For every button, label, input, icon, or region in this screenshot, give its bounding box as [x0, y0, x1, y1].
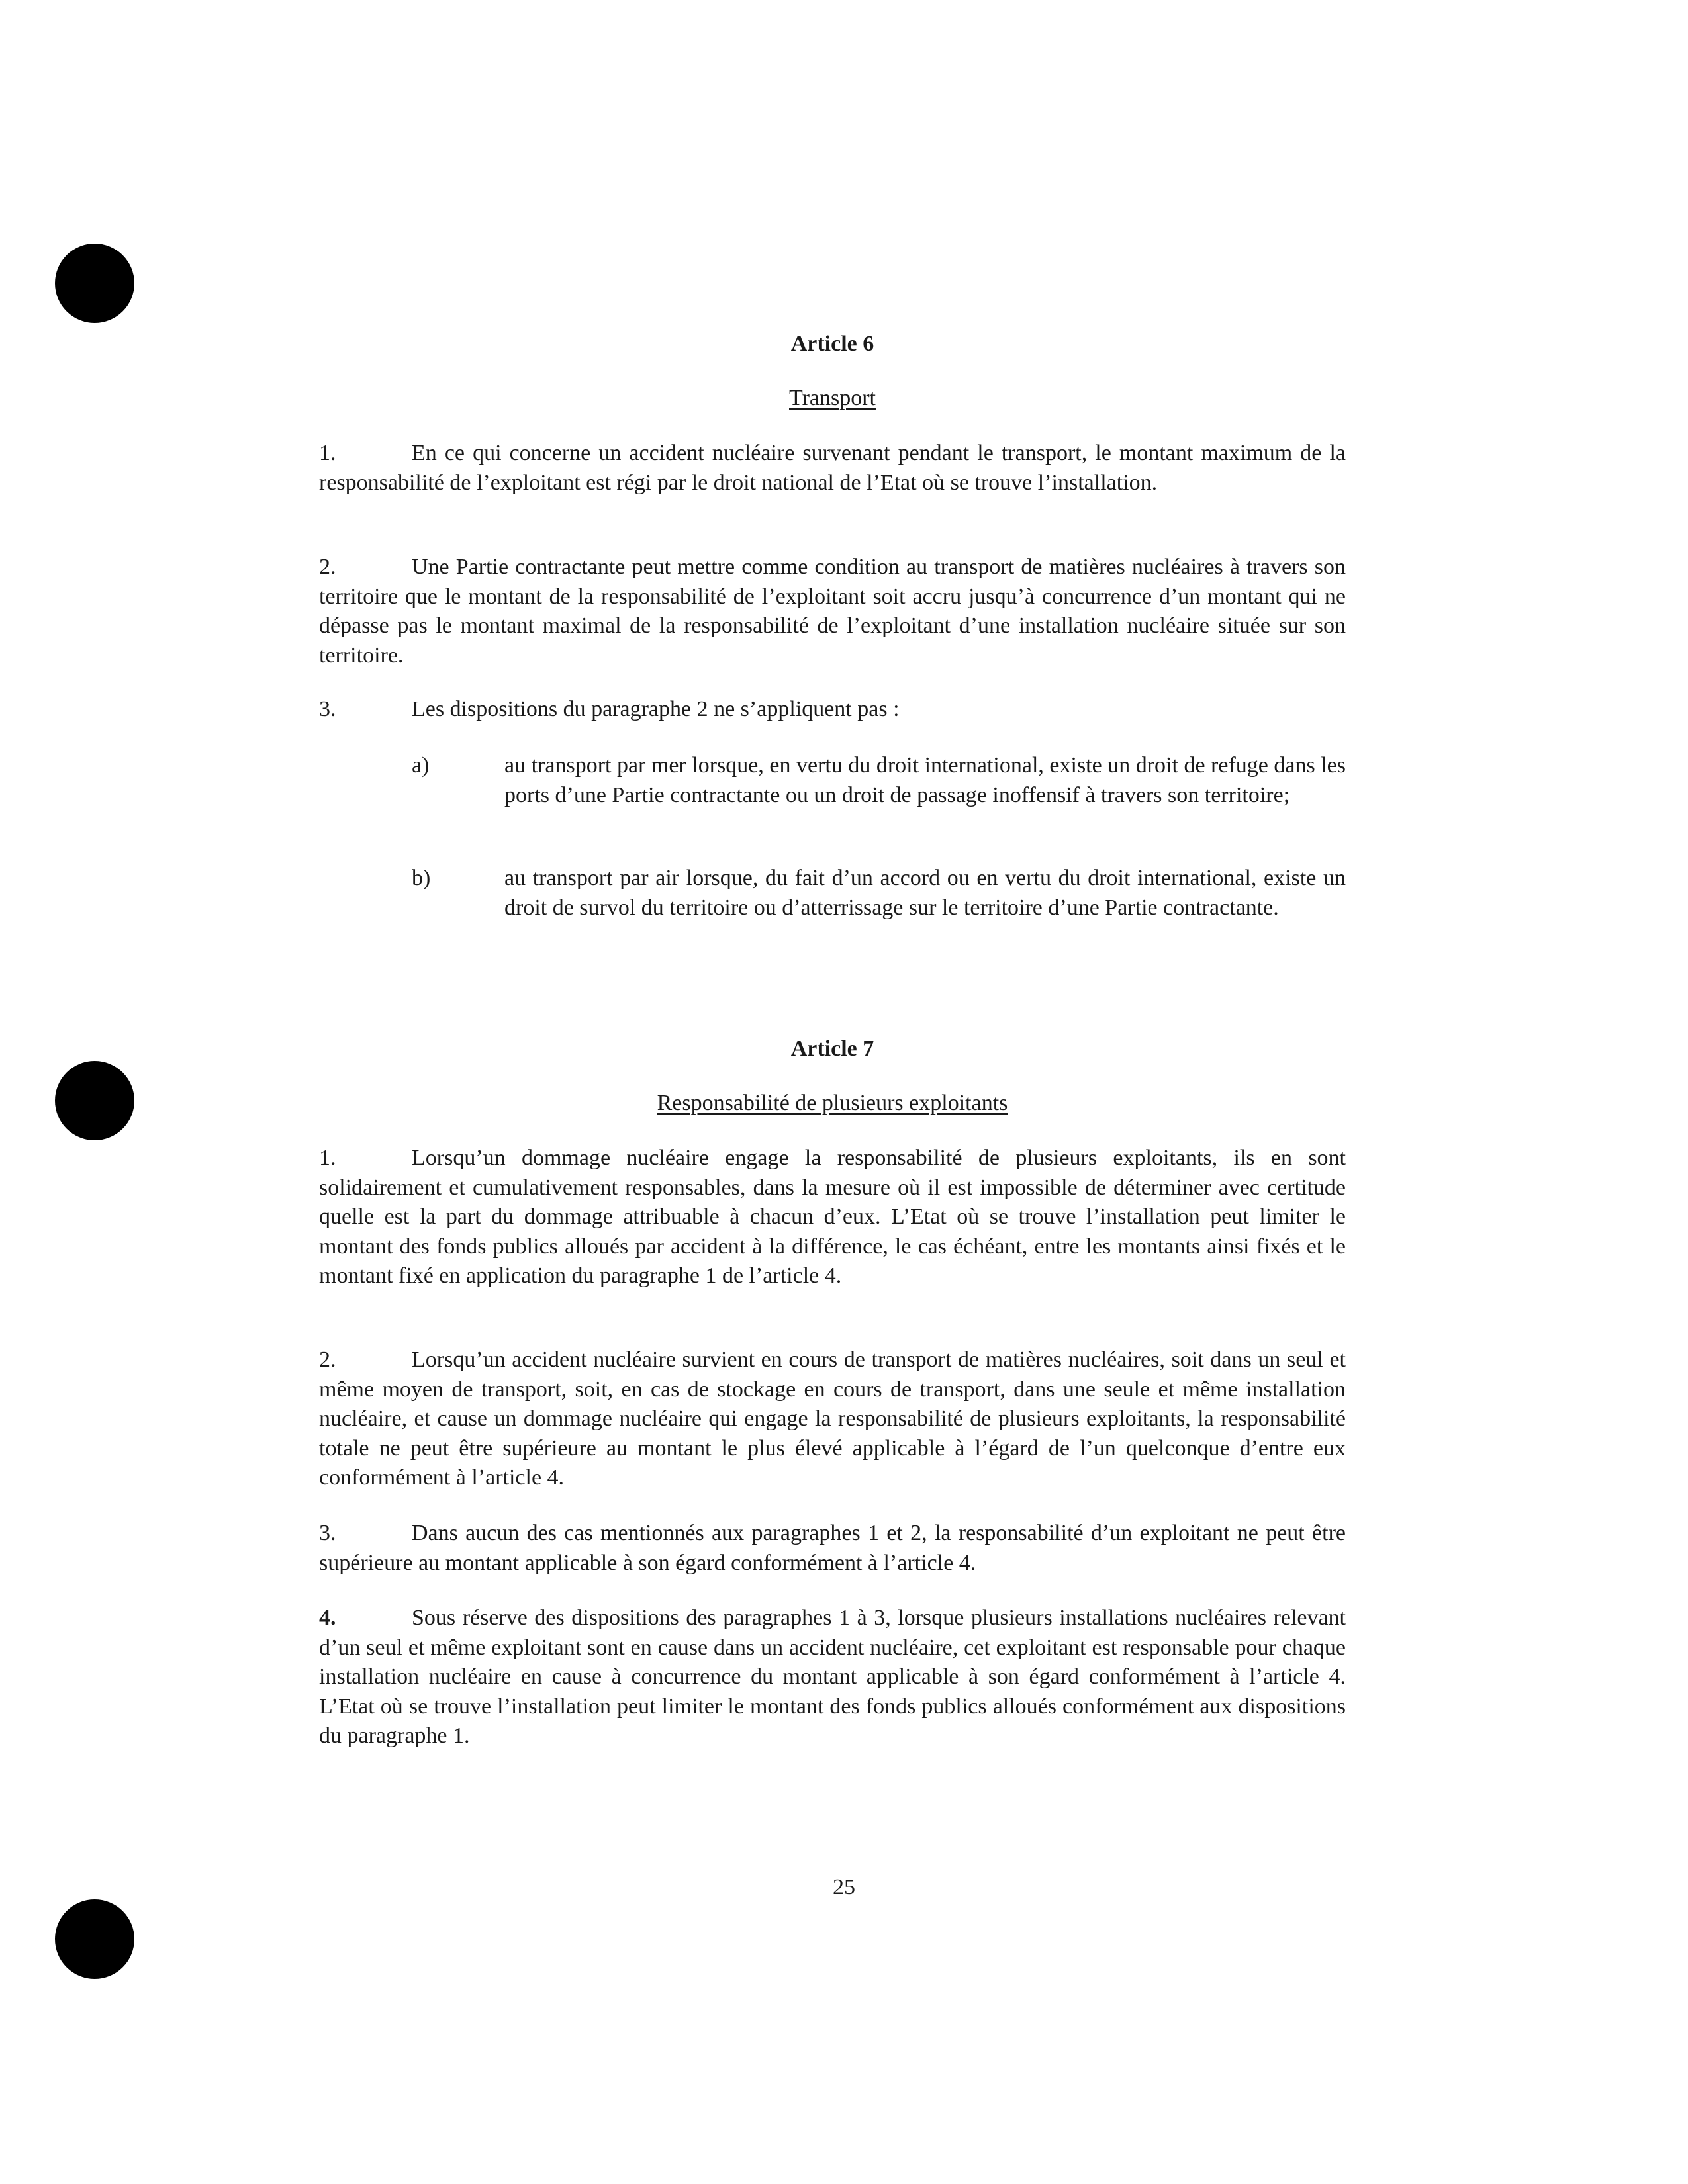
paragraph-number: 3. [319, 1521, 336, 1545]
subitem-text: au transport par air lorsque, du fait d’un accord ou en vertu du droit international, existe un droit de survol du territoire ou d’atterrissage sur le territoire d’une Partie contractante. [504, 866, 1346, 920]
paragraph-number: 2. [319, 1347, 336, 1372]
paragraph-number: 3. [319, 697, 336, 721]
punch-hole-top [55, 244, 134, 323]
paragraph-number: 2. [319, 555, 336, 579]
paragraph-number: 1. [319, 1146, 336, 1170]
punch-hole-middle [55, 1061, 134, 1140]
paragraph-text: Lorsqu’un accident nucléaire survient en cours de transport de matières nucléaires, soit dans un seul et même moyen de transport, soit, en cas de stockage en cours de transport, dans une seule et même installation nucléaire, et cause un dommage nucléaire qui engage la responsabilité de plusieurs exploitants, la responsabilité totale ne peut être supérieure au montant le plus élevé applicable à l’égard de l’un quelconque d’entre eux conformément à l’article 4. [319, 1347, 1346, 1490]
paragraph-text: En ce qui concerne un accident nucléaire survenant pendant le transport, le montant maximum de la responsabilité de l’exploitant est régi par le droit national de l’Etat où se trouve l’installation. [319, 441, 1346, 495]
article-7-subtitle-text: Responsabilité de plusieurs exploitants [657, 1091, 1008, 1115]
subitem-text: au transport par mer lorsque, en vertu du droit international, existe un droit de refuge dans les ports d’une Partie contractante ou un droit de passage inoffensif à travers son territoire; [504, 753, 1346, 807]
page-number: 25 [833, 1875, 855, 1899]
article-7-paragraph-3 [319, 1519, 1346, 1578]
article-6-paragraph-3 [319, 695, 1346, 725]
article-7-paragraph-1 [319, 1144, 1346, 1291]
article-7-subtitle [319, 1089, 1346, 1118]
paragraph-number: 4. [319, 1606, 336, 1630]
article-6-paragraph-2 [319, 553, 1346, 670]
subitem-letter: b) [412, 866, 431, 890]
paragraph-text: Une Partie contractante peut mettre comme condition au transport de matières nucléaires à travers son territoire que le montant de la responsabilité de l’exploitant soit accru jusqu’à concurrence d’un montant qui ne dépasse pas le montant maximal de la responsabilité de l’exploitant d’une installation nucléaire située sur son territoire. [319, 555, 1346, 668]
paragraph-text: Lorsqu’un dommage nucléaire engage la responsabilité de plusieurs exploitants, ils en sont solidairement et cumulativement responsables, dans la mesure où il est impossible de déterminer avec certitude quelle est la part du dommage attribuable à chacun d’eux. L’Etat où se trouve l’installation peut limiter le montant des fonds publics alloués par accident à la différence, le cas échéant, entre les montants ainsi fixés et le montant fixé en application du paragraphe 1 de l’article 4. [319, 1146, 1346, 1288]
paragraph-text: Sous réserve des dispositions des paragraphes 1 à 3, lorsque plusieurs installations nucléaires relevant d’un seul et même exploitant sont en cause dans un accident nucléaire, cet exploitant est responsable pour chaque installation nucléaire en cause à concurrence du montant applicable à son égard conformément à l’article 4. L’Etat où se trouve l’installation peut limiter le montant des fonds publics alloués conformément aux dispositions du paragraphe 1. [319, 1606, 1346, 1748]
punch-hole-bottom [55, 1899, 134, 1979]
article-7-paragraph-2 [319, 1345, 1346, 1493]
article-6-title: Article 6 [790, 332, 874, 356]
article-6-subtitle-text: Transport [789, 386, 876, 410]
paragraph-text: Les dispositions du paragraphe 2 ne s’appliquent pas : [412, 697, 900, 721]
article-6-subtitle [319, 384, 1346, 413]
article-6-paragraph-1 [319, 439, 1346, 498]
article-7-paragraph-4 [319, 1604, 1346, 1751]
paragraph-text: Dans aucun des cas mentionnés aux paragraphes 1 et 2, la responsabilité d’un exploitant ne peut être supérieure au montant applicable à son égard conformément à l’article 4. [319, 1521, 1346, 1575]
article-7-title: Article 7 [790, 1036, 874, 1061]
paragraph-number: 1. [319, 441, 336, 465]
subitem-letter: a) [412, 753, 430, 778]
